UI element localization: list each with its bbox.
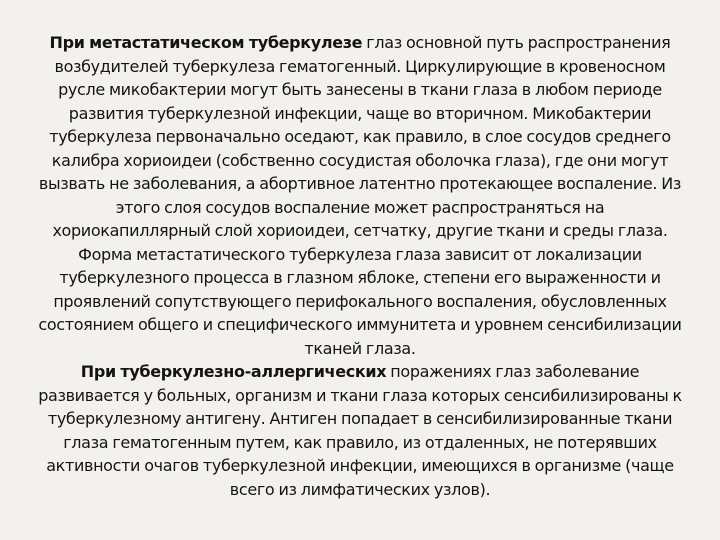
paragraph-metastatic-heading: При метастатическом туберкулезе — [49, 33, 363, 52]
text-block — [35, 31, 685, 501]
paragraph-metastatic — [35, 31, 685, 360]
paragraph-allergic-heading: При туберкулезно-аллергических — [80, 362, 387, 381]
paragraph-metastatic-body: глаз основной путь распространения возбудителей туберкулеза гематогенный. Циркулирующие в кровеносном русле микобактерии могут быть занесены в ткани глаза в любом периоде развития туберкулезной инфекции, чаще во вторичном. Микобактерии туберкулеза первоначально оседают, как правило, в слое сосудов среднего калибра хориоидеи (собственно сосудистая оболочка глаза), где они могут вызвать не заболевания, а абортивное латентно протекающее воспаление. Из этого слоя сосудов воспаление может распространяться на хориокапиллярный слой хориоидеи, сетчатку, другие ткани и среды глаза. Форма метастатического туберкулеза глаза зависит от локализации туберкулезного процесса в глазном яблоке, степени его выраженности и проявлений сопутствующего перифокального воспаления, обусловленных состоянием общего и специфического иммунитета и уровнем сенсибилизации тканей глаза. — [38, 33, 682, 358]
paragraph-allergic-body: поражениях глаз заболевание развивается у больных, организм и ткани глаза которых сенсибилизированы к туберкулезному антигену. Антиген попадает в сенсибилизированные ткани глаза гематогенным путем, как правило, из отдаленных, не потерявших активности очагов туберкулезной инфекции, имеющихся в организме (чаще всего из лимфатических узлов). — [38, 362, 682, 499]
paragraph-allergic — [35, 360, 685, 501]
